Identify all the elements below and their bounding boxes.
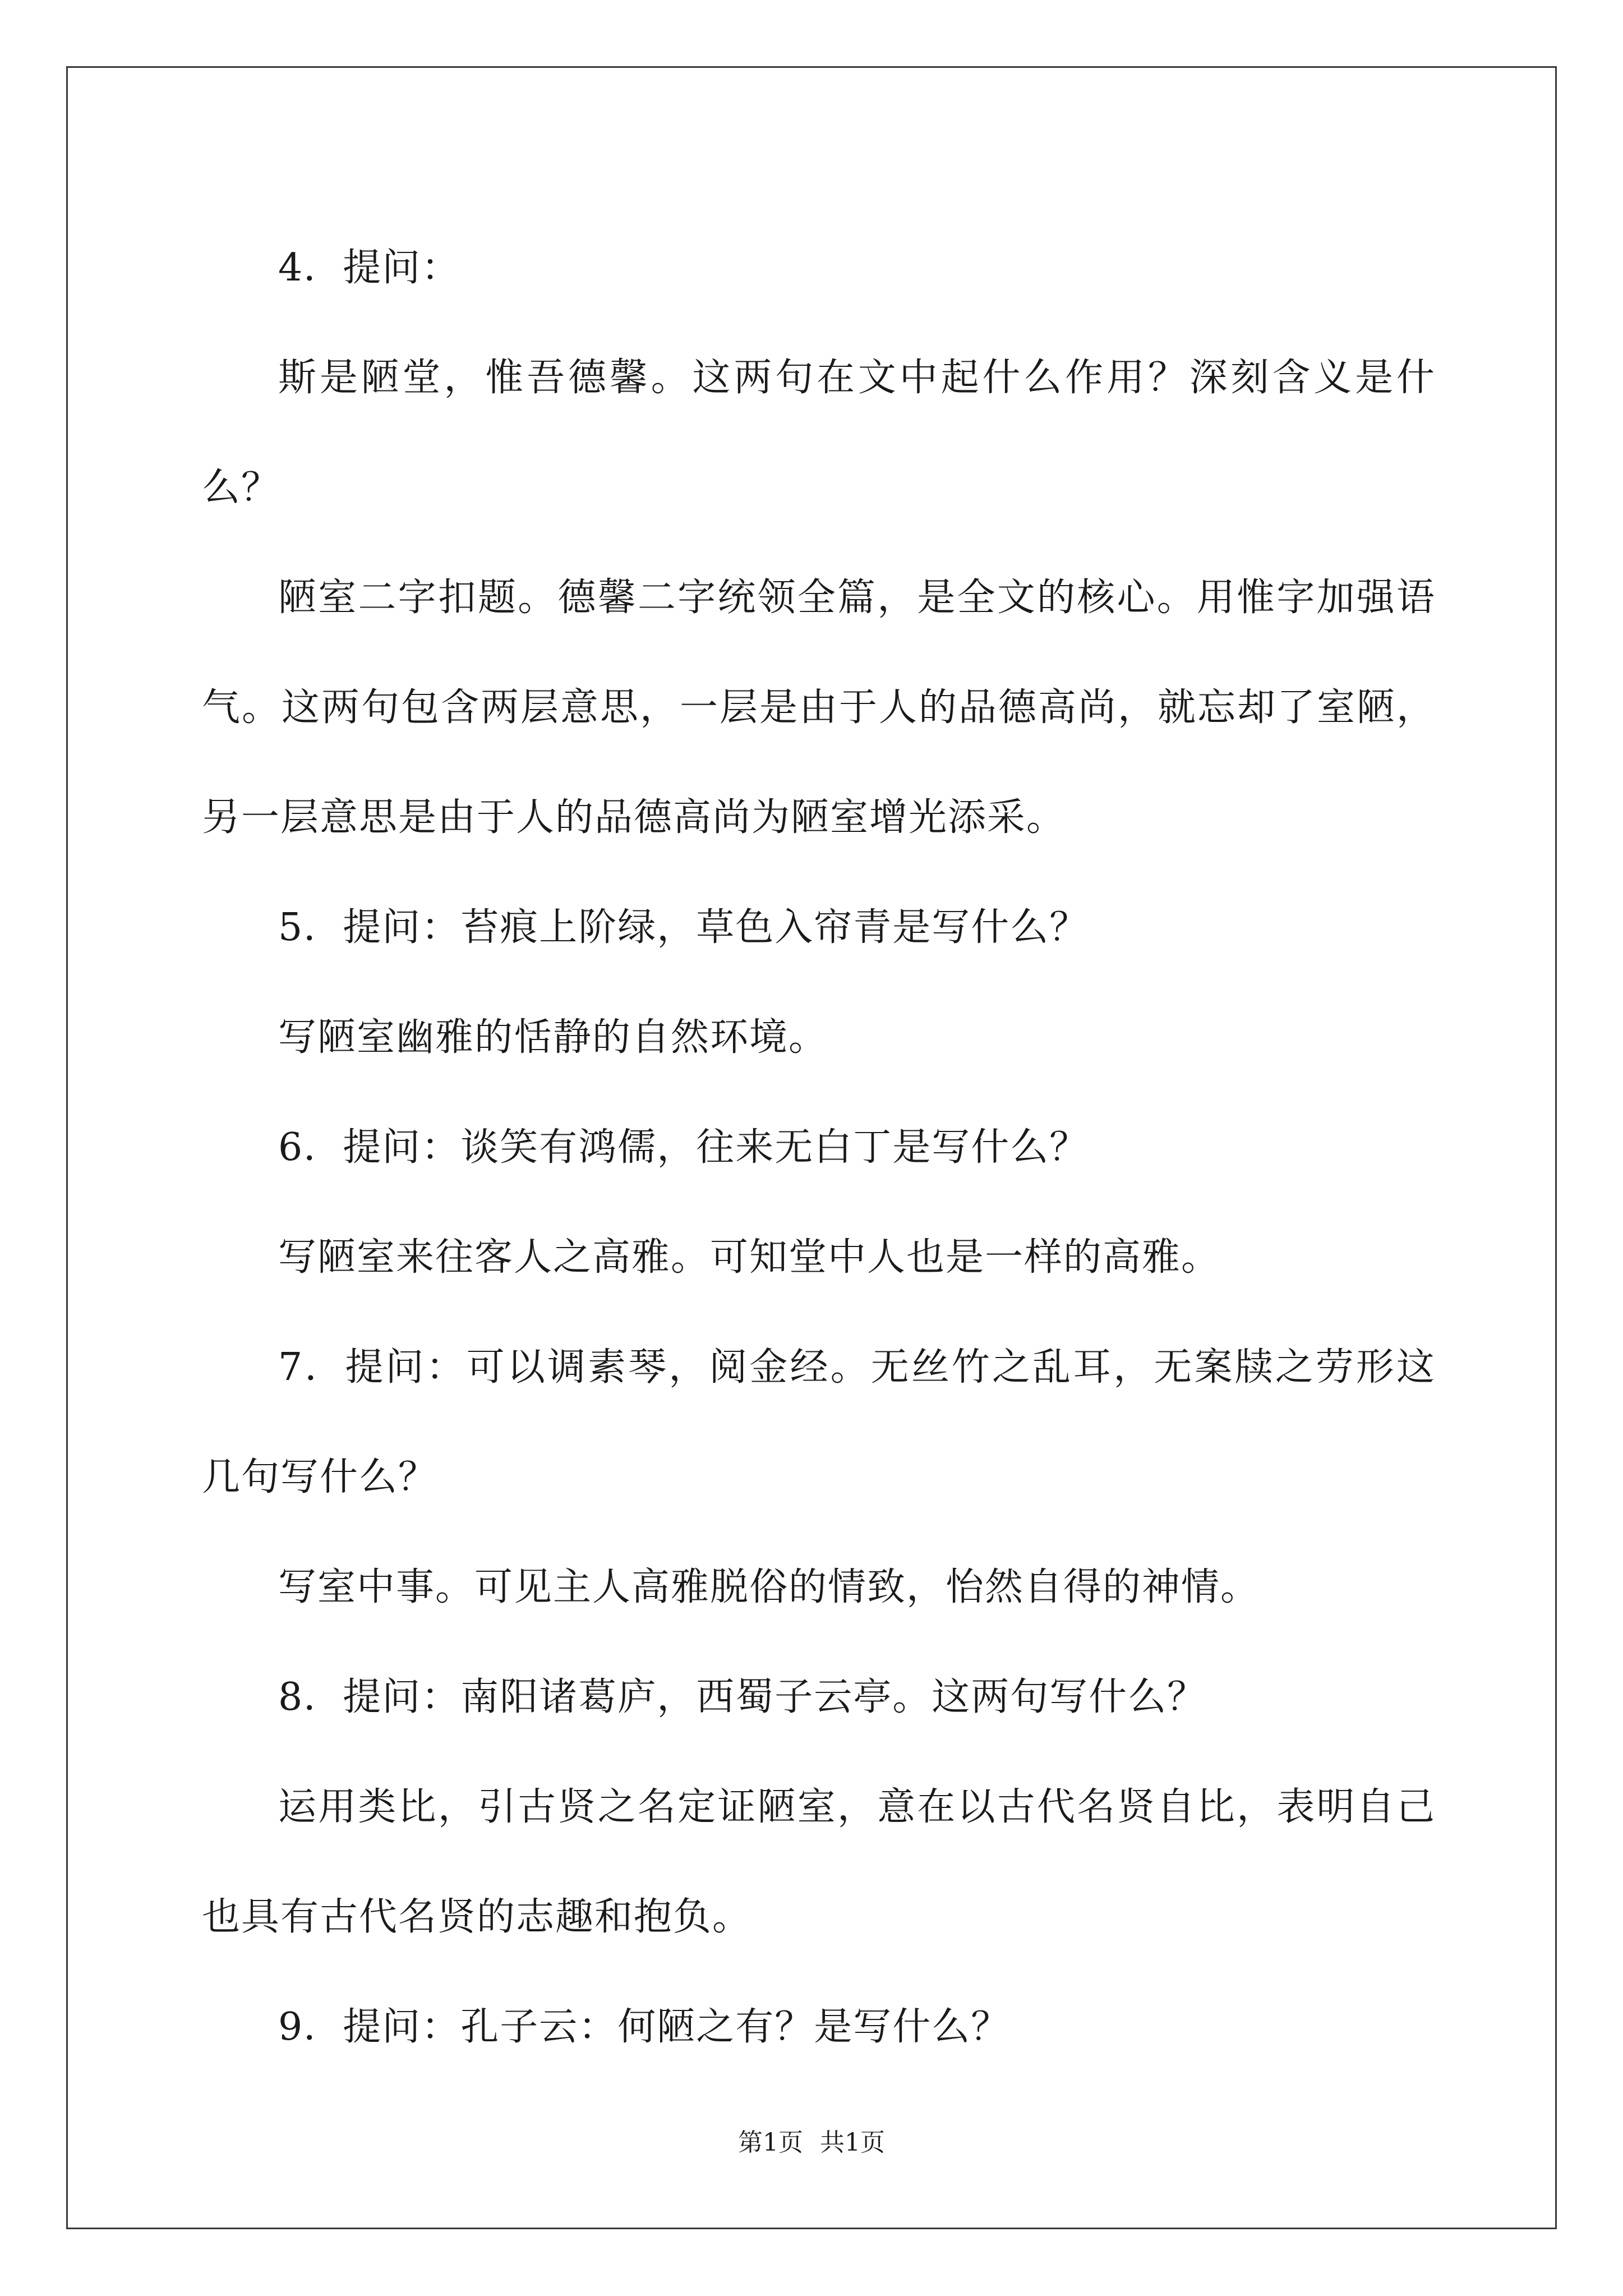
paragraph-q6-answer: 写陋室来往客人之高雅。可知堂中人也是一样的高雅。 bbox=[278, 1235, 1221, 1280]
paragraph-q5-answer: 写陋室幽雅的恬静的自然环境。 bbox=[278, 1015, 828, 1060]
paragraph-q9: 9．提问：孔子云：何陋之有？是写什么？ bbox=[278, 2005, 1011, 2049]
paragraph-q5: 5．提问：苔痕上阶绿，草色入帘青是写什么？ bbox=[278, 905, 1089, 950]
paragraph-q4-answer: 陋室二字扣题。德馨二字统领全篇，是全文的核心。用惟字加强语气。这两句包含两层意思，一层是由于人的品德高尚，就忘却了室陋，另一层意思是由于人的品德高尚为陋室增光添采。 bbox=[202, 576, 1436, 840]
paragraph-q6: 6．提问：谈笑有鸿儒，往来无白丁是写什么？ bbox=[278, 1125, 1089, 1170]
paragraph-q4: 4．提问： bbox=[278, 246, 461, 290]
paragraph-q8: 8．提问：南阳诸葛庐，西蜀子云亭。这两句写什么？ bbox=[278, 1675, 1207, 1719]
page-total: 共1页 bbox=[820, 2128, 885, 2157]
paragraph-q7-answer: 写室中事。可见主人高雅脱俗的情致，怡然自得的神情。 bbox=[278, 1565, 1260, 1609]
paragraph-q7: 7．提问：可以调素琴，阅金经。无丝竹之乱耳，无案牍之劳形这几句写什么？ bbox=[202, 1345, 1436, 1499]
page-footer bbox=[0, 2126, 1623, 2160]
paragraph-q4-question: 斯是陋堂，惟吾德馨。这两句在文中起什么作用？深刻含义是什么？ bbox=[202, 356, 1436, 510]
page-number: 第1页 bbox=[738, 2128, 803, 2157]
paragraph-q8-answer: 运用类比，引古贤之名定证陋室，意在以古代名贤自比，表明自己也具有古代名贤的志趣和抱负。 bbox=[202, 1785, 1436, 1939]
document-body bbox=[202, 213, 1436, 2082]
